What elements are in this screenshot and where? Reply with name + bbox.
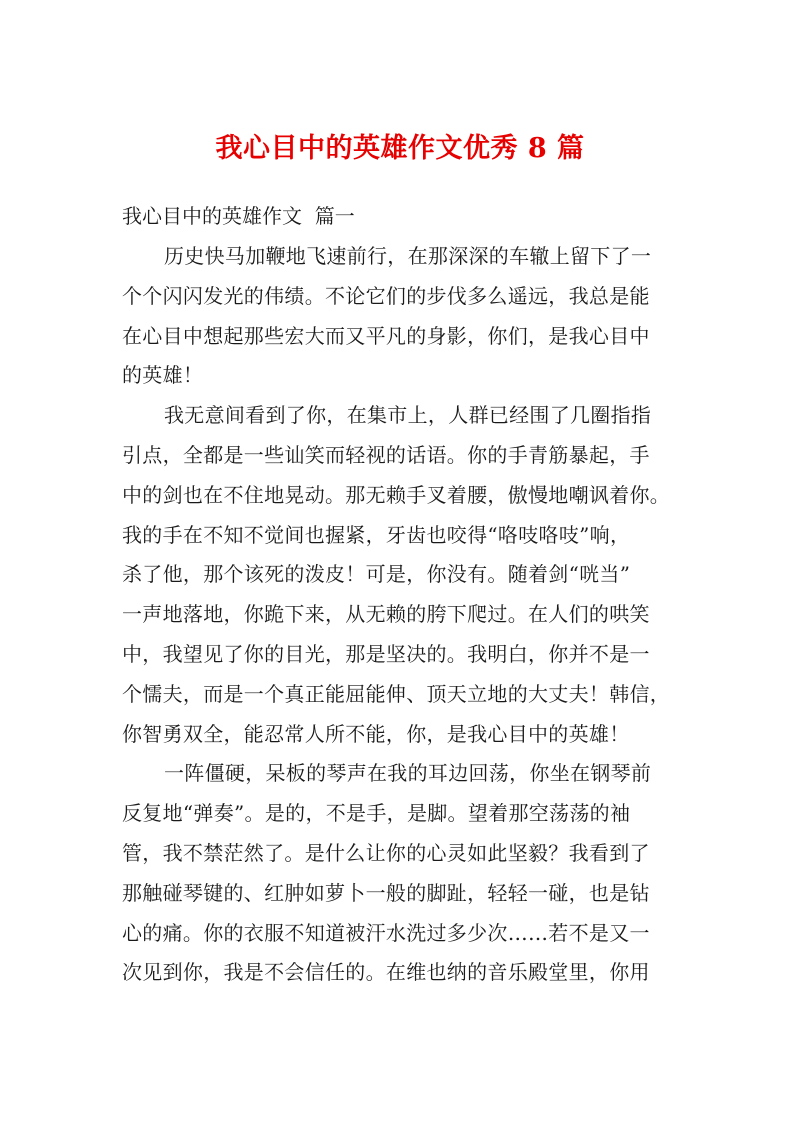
essay-body	[122, 232, 688, 988]
text-line: 反复地“弹奏”。是的，不是手，是脚。望着那空荡荡的袖	[122, 801, 631, 826]
document-title: 我心目中的英雄作文优秀 8 篇	[215, 133, 585, 164]
text-line: 那触碰琴键的、红肿如萝卜一般的脚趾，轻轻一碰，也是钻	[122, 880, 650, 905]
text-line: 杀了他，那个该死的泼皮！可是，你没有。随着剑“咣当”	[122, 562, 631, 587]
text-line: 心的痛。你的衣服不知道被汗水洗过多少次……若不是又一	[122, 920, 650, 945]
text-line: 一声地落地，你跪下来，从无赖的胯下爬过。在人们的哄笑	[122, 602, 650, 627]
text-line: 次见到你，我是不会信任的。在维也纳的音乐殿堂里，你用	[122, 960, 650, 985]
text-line: 我的手在不知不觉间也握紧，牙齿也咬得“咯吱咯吱”响，	[122, 522, 631, 547]
text-line: 在心目中想起那些宏大而又平凡的身影，你们，是我心目中	[122, 323, 650, 348]
text-line: 的英雄！	[122, 363, 204, 388]
text-line: 中，我望见了你的目光，那是坚决的。我明白，你并不是一	[122, 641, 650, 666]
text-line: 一阵僵硬，呆板的琴声在我的耳边回荡，你坐在钢琴前	[164, 761, 652, 786]
text-line: 个个闪闪发光的伟绩。不论它们的步伐多么遥远，我总是能	[122, 283, 650, 308]
text-line: 中的剑也在不住地晃动。那无赖手叉着腰，傲慢地嘲讽着你。	[122, 482, 671, 507]
text-line: 引点，全都是一些讪笑而轻视的话语。你的手青筋暴起，手	[122, 442, 650, 467]
text-line: 我无意间看到了你，在集市上，人群已经围了几圈指指	[164, 403, 652, 428]
section-heading: 我心目中的英雄作文 篇一	[122, 204, 355, 228]
text-line: 管，我不禁茫然了。是什么让你的心灵如此坚毅？我看到了	[122, 840, 650, 865]
text-line: 个懦夫，而是一个真正能屈能伸、顶天立地的大丈夫！韩信，	[122, 681, 671, 706]
text-line: 你智勇双全，能忍常人所不能，你，是我心目中的英雄！	[122, 721, 630, 746]
text-line: 历史快马加鞭地飞速前行，在那深深的车辙上留下了一	[164, 244, 652, 268]
